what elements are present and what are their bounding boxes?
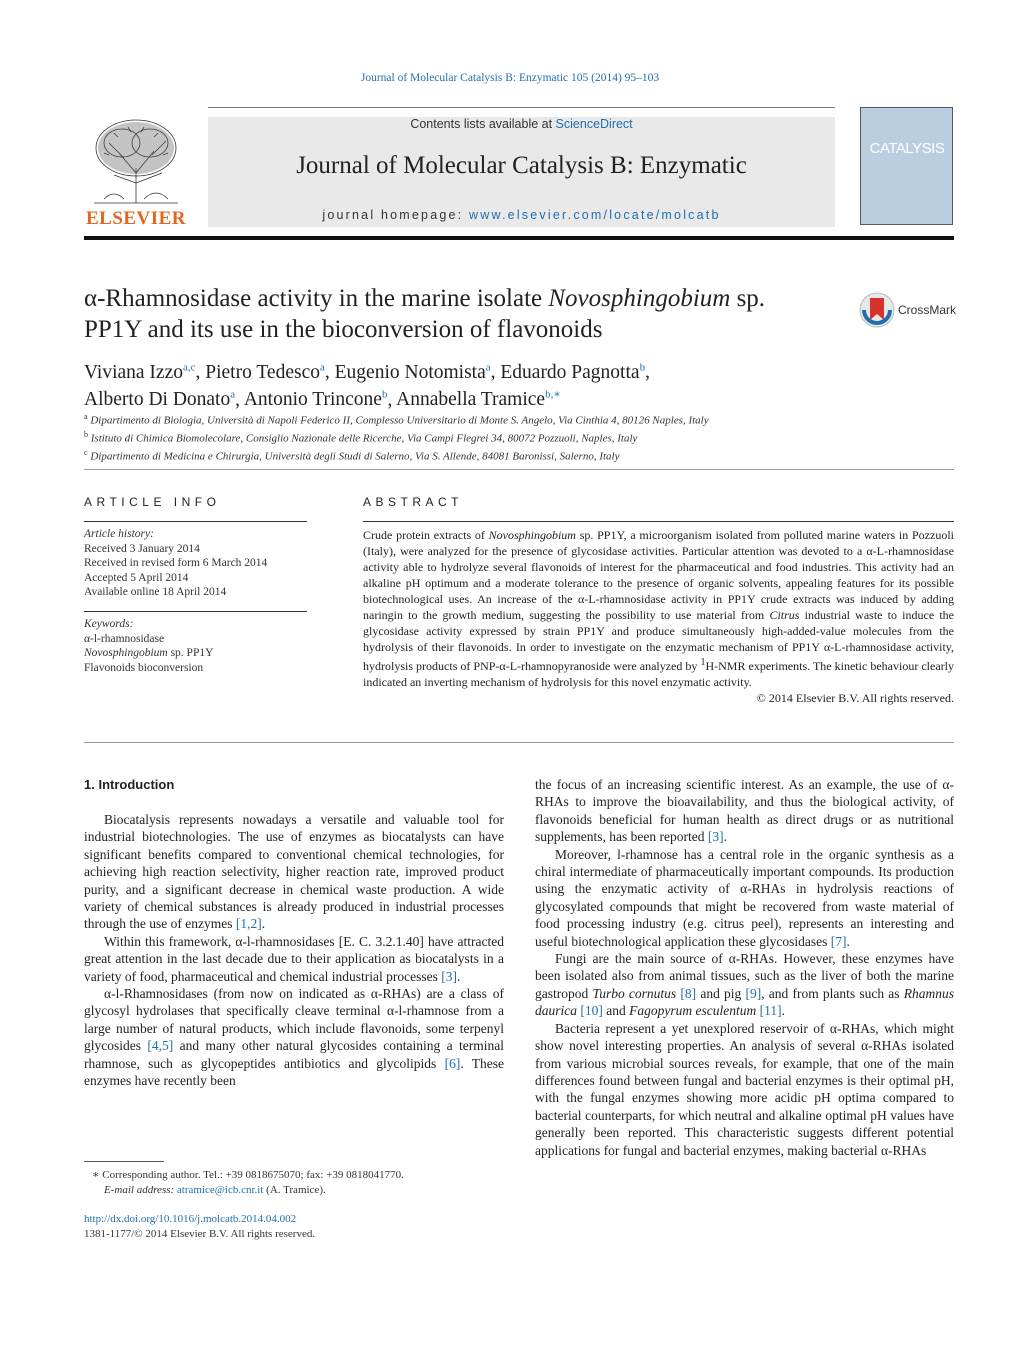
homepage-link[interactable]: www.elsevier.com/locate/molcatb <box>469 208 721 222</box>
paragraph: Within this framework, α-l-rhamnosidases [E. C. 3.2.1.40] have attracted great attention in the last decade due to their application as biocatalysts in a variety of food, pharmaceutical and chemical industrial processes [3]. <box>84 933 504 984</box>
abstract-bottom-rule <box>84 742 954 743</box>
paragraph: Moreover, l-rhamnose has a central role in the organic synthesis as a chiral intermediate of pharmaceutically important compounds. Its production using the enzymatic activity of α-RHAs in hydrolysis reactions of glycosylated compounds that might be recovered from waste material of food processing industry (e.g. citrus peel), represents an interesting and useful biotechnological application these glycosidases [7]. <box>535 846 954 949</box>
citation-link[interactable]: [1,2] <box>235 916 262 932</box>
article-info-heading: ARTICLE INFO <box>84 495 221 509</box>
right-column <box>535 776 954 1159</box>
abstract-copyright: © 2014 Elsevier B.V. All rights reserved. <box>756 691 954 705</box>
author-list: Viviana Izzo$^{a,c}$, Pietro Tedesco$^a$, Eugenio Notomista$^a$, Eduardo Pagnotta$^b$, Alberto Di Donato$^a$, Antonio Trincone$^b$, Annabella Tramice$^{b,∗}$ <box>84 361 650 410</box>
citation-link[interactable]: [3] <box>441 968 457 984</box>
paragraph: α-l-Rhamnosidases (from now on indicated as α-RHAs) are a class of glycosyl hydrolases that specifically cleave terminal α-l-rhamnose from a large number of natural products, which include flavonoids, some terpenyl glycosides [4,5] and many other natural glycosides containing a terminal rhamnose, such as glycopeptides antibiotics and glycolipids [6]. These enzymes have recently been <box>84 986 504 1089</box>
abstract-heading: ABSTRACT <box>363 495 464 509</box>
citation-link[interactable]: [3] <box>707 829 724 845</box>
paragraph: Bacteria represent a yet unexplored reservoir of α-RHAs, which might show novel interesting properties. An analysis of several α-RHAs isolated from various microbial sources reveals, for example, that one of the main differences found between fungal and bacterial enzymes is their optimal pH, with the fungal enzymes showing more acidic pH optima compared to bacterial counterparts, for which neutral and alkaline optimal pH values have generally been reported. This characteristic suggests different potential applications for fungal and bacterial enzymes, making bacterial α-RHAs <box>535 1020 954 1158</box>
citation-link[interactable]: [9] <box>745 985 762 1001</box>
keywords: Keywords: α-l-rhamnosidase Novosphingobium sp. PP1Y Flavonoids bioconversion <box>84 618 214 674</box>
email-link[interactable]: atramice@icb.cnr.it <box>176 1183 264 1196</box>
journal-title: Journal of Molecular Catalysis B: Enzymatic <box>296 152 747 179</box>
doi-link[interactable]: http://dx.doi.org/10.1016/j.molcatb.2014.04.002 <box>84 1213 297 1225</box>
introduction-heading: 1. Introduction <box>84 777 175 792</box>
author: Annabella Tramice$^{b,∗}$ <box>396 388 561 410</box>
publisher-name: ELSEVIER <box>85 208 187 229</box>
footnote-rule <box>84 1161 164 1162</box>
author: Eugenio Notomista$^a$ <box>334 361 491 383</box>
paragraph: Biocatalysis represents nowadays a versatile and valuable tool for industrial biotechnologies. The use of enzymes as biocatalysts can have significant benefits compared to conventional chemical technologies, for achieving high reaction selectivity, higher reaction rate, improved product purity, and a significant decrease in chemical waste production. A wide variety of chemical substances is already produced in industrial processes through the use of enzymes [1,2]. <box>84 812 504 932</box>
citation-link[interactable]: [7] <box>830 933 847 949</box>
crossmark-label[interactable]: CrossMark <box>898 303 957 317</box>
abstract-body: Crude protein extracts of Novosphingobium sp. PP1Y, a microorganism isolated from polluted marine waters in Pozzuoli (Italy), were analyzed for the presence of glycosidase activities. Particular attention was devoted to a α-L-rhamnosidase activity able to hydrolyze several flavonoids of interest for the pharmaceutical and food industries. This activity had an alkaline pH optimum and a moderate tolerance to the presence of organic solvents, appealing features for its possible biotechnological uses. An increase of the α-L-rhamnosidase activity in PP1Y crude extracts was induced by adding naringin to the growth medium, suggesting the possibility to use material from Citrus industrial waste to induce the glycosidase activity expressed by strain PP1Y and produce simultaneously high-added-value molecules from the hydrolysis of their flavonoids. In order to investigate on the enzymatic mechanism of PP1Y α-L-rhamnosidase activity, hydrolysis products of PNP-α-L-rhamnopyranoside were analyzed by $^1$H-NMR experiments. The kinetic behaviour clearly indicated an inverting mechanism of hydrolysis for this novel enzymatic activity. © 2014 Elsevier B.V. All rights reserved. <box>363 528 955 705</box>
paragraph: the focus of an increasing scientific interest. As an example, the use of α-RHAs to improve the bioavailability, and thus the biological activity, of flavonoids beneficial for human health as direct drugs or as nutritional supplements, has been reported [3]. <box>535 777 954 845</box>
article-info-rule <box>84 521 307 522</box>
paragraph: Fungi are the main source of α-RHAs. However, these enzymes have been isolated also from animal tissues, such as the liver of both the marine gastropod Turbo cornutus [8] and pig [9], and from plants such as Rhamnus daurica [10] and Fagopyrum esculentum [11]. <box>535 951 954 1019</box>
affiliations <box>84 410 884 464</box>
author: Eduardo Pagnotta$^b$ <box>500 361 646 383</box>
keywords-rule <box>84 611 307 612</box>
header-top-rule <box>208 107 835 108</box>
article-history: Article history: Received 3 January 2014 Received in revised form 6 March 2014 Accepted 5 April 2014 Available online 18 April 2014 <box>84 528 268 598</box>
cover-title: CATALYSIS <box>869 140 945 157</box>
corresponding-author-footnote: ∗ Corresponding author. Tel.: +39 0818675070; fax: +39 0818041770. E-mail address: atramice@icb.cnr.it (A. Tramice). <box>92 1169 404 1196</box>
contents-line: Contents lists available at ScienceDirect <box>410 117 633 131</box>
issn-line: 1381-1177/© 2014 Elsevier B.V. All rights reserved. <box>84 1227 316 1240</box>
citation-link[interactable]: [6] <box>444 1055 461 1071</box>
journal-cover-image <box>860 107 953 225</box>
author: Antonio Trincone$^b$ <box>243 388 388 410</box>
citation-link[interactable]: [11] <box>759 1003 782 1019</box>
author: Viviana Izzo$^{a,c}$ <box>84 361 196 383</box>
author: Pietro Tedesco$^a$ <box>205 361 325 383</box>
citation-link[interactable]: [8] <box>680 985 697 1001</box>
affiliation-b: $^b$ Istituto di Chimica Biomolecolare, Consiglio Nazionale delle Ricerche, Via Campi Flegrei 34, 80072 Pozzuoli, Naples, Italy <box>84 430 638 445</box>
author: Alberto Di Donato$^a$ <box>84 388 236 410</box>
citation-link[interactable]: [4,5] <box>147 1038 174 1054</box>
citation-link[interactable]: [10] <box>580 1003 603 1019</box>
affiliation-a: $^a$ Dipartimento di Biologia, Università di Napoli Federico II, Complesso Universitario di Monte S. Angelo, Via Cinthia 4, 80126 Naples, Italy <box>84 412 709 427</box>
sciencedirect-link[interactable]: ScienceDirect <box>555 117 633 131</box>
journal-citation-link[interactable]: Journal of Molecular Catalysis B: Enzymatic 105 (2014) 95–103 <box>360 72 660 84</box>
header-bottom-rule <box>84 236 954 240</box>
journal-homepage: journal homepage: www.elsevier.com/locate/molcatb <box>322 208 721 222</box>
affil-rule <box>84 469 954 470</box>
crossmark-icon[interactable] <box>858 290 896 330</box>
abstract-rule <box>363 521 954 522</box>
affiliation-c: $^c$ Dipartimento di Medicina e Chirurgia, Università degli Studi di Salerno, Via S. Allende, 84081 Baronissi, Salerno, Italy <box>84 448 620 463</box>
left-column <box>84 811 504 1090</box>
doi-block <box>84 1212 514 1241</box>
article-title: α-Rhamnosidase activity in the marine isolate Novosphingobium sp. PP1Y and its use in the bioconversion of flavonoids <box>84 285 766 343</box>
